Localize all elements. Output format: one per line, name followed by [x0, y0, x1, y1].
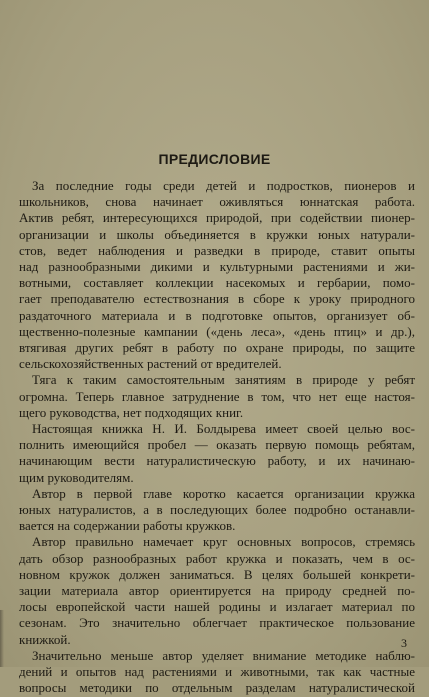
text-line: щего руководства, нет подходящих книг.: [19, 404, 244, 420]
paragraph: [6, 178, 415, 372]
text-line: сельскохозяйственных растений от вредителей.: [19, 356, 282, 372]
text-line: лосы европейской части нашей родины и излагает материал по: [19, 599, 415, 615]
text-line: начинающим вести натуралистическую работу, и их начинаю-: [19, 453, 415, 469]
text-line: вается на содержании работы кружков.: [19, 518, 236, 534]
paragraph: [6, 372, 415, 421]
page-number: 3: [401, 636, 407, 650]
text-line: Настоящая книжка Н. И. Болдырева имеет своей целью вос-: [32, 421, 415, 437]
paragraph: [6, 486, 415, 535]
text-line: огромна. Теперь главное затруднение в том, что нет еще настоя-: [19, 388, 415, 404]
text-line: Тяга к таким самостоятельным занятиям в природе у ребят: [32, 372, 415, 388]
preface-text: [6, 178, 415, 697]
text-line: втягивая других ребят в работу по охране природы, по защите: [19, 340, 415, 356]
text-line: вопросы методики по отдельным разделам натуралистической: [19, 680, 415, 696]
text-line: организации и школы объединяется в кружки юных натурали-: [19, 226, 415, 242]
page-edge-shadow: [0, 610, 4, 667]
text-line: книжкой.: [19, 631, 71, 647]
text-line: щим руководителям.: [19, 469, 134, 485]
text-line: дений и опытов над растениями и животными, так как частные: [19, 664, 415, 680]
paragraph: [6, 421, 415, 486]
text-line: За последние годы среди детей и подростков, пионеров и: [32, 178, 415, 193]
text-line: новном кружок должен заниматься. В целях большей конкрети-: [19, 566, 415, 582]
paragraph: [6, 534, 415, 647]
text-line: щественно-полезные кампании («день леса», «день птиц» и др.),: [19, 323, 415, 339]
text-line: сезонам. Это значительно облегчает практическое пользование: [19, 615, 415, 631]
text-line: Значительно меньше автор уделяет внимание методике наблю-: [32, 647, 415, 663]
text-line: раздаточного материала и в подготовке опытов, организует об-: [19, 307, 415, 323]
text-line: над разнообразными дикими и культурными растениями и жи-: [19, 259, 415, 275]
text-line: полнить имеющийся пробел — оказать первую помощь ребятам,: [19, 437, 415, 453]
text-line: зации материала автор ориентируется на природу средней по-: [19, 583, 415, 599]
text-line: Автор в первой главе коротко касается организации кружка: [32, 485, 415, 501]
text-line: гает преподавателю естествознания в сборе к уроку природного: [19, 291, 415, 307]
text-line: дать обзор разнообразных работ кружка и показать, чем в ос-: [19, 550, 415, 566]
text-line: юных натуралистов, а в последующих более подробно останавли-: [19, 502, 415, 518]
text-line: Актив ребят, интересующихся природой, при содействии пионер-: [19, 210, 415, 226]
text-line: вотными, составляет коллекции насекомых и гербарии, помо-: [19, 275, 415, 291]
text-line: школьников, снова начинает оживляться юннатская работа.: [19, 194, 415, 210]
paragraph: [6, 648, 415, 697]
page-title: ПРЕДИСЛОВИЕ: [158, 151, 271, 167]
text-line: Автор правильно намечает круг основных вопросов, стремясь: [32, 534, 415, 550]
text-line: стов, ведет наблюдения и разведки в природе, ставит опыты: [19, 242, 415, 258]
